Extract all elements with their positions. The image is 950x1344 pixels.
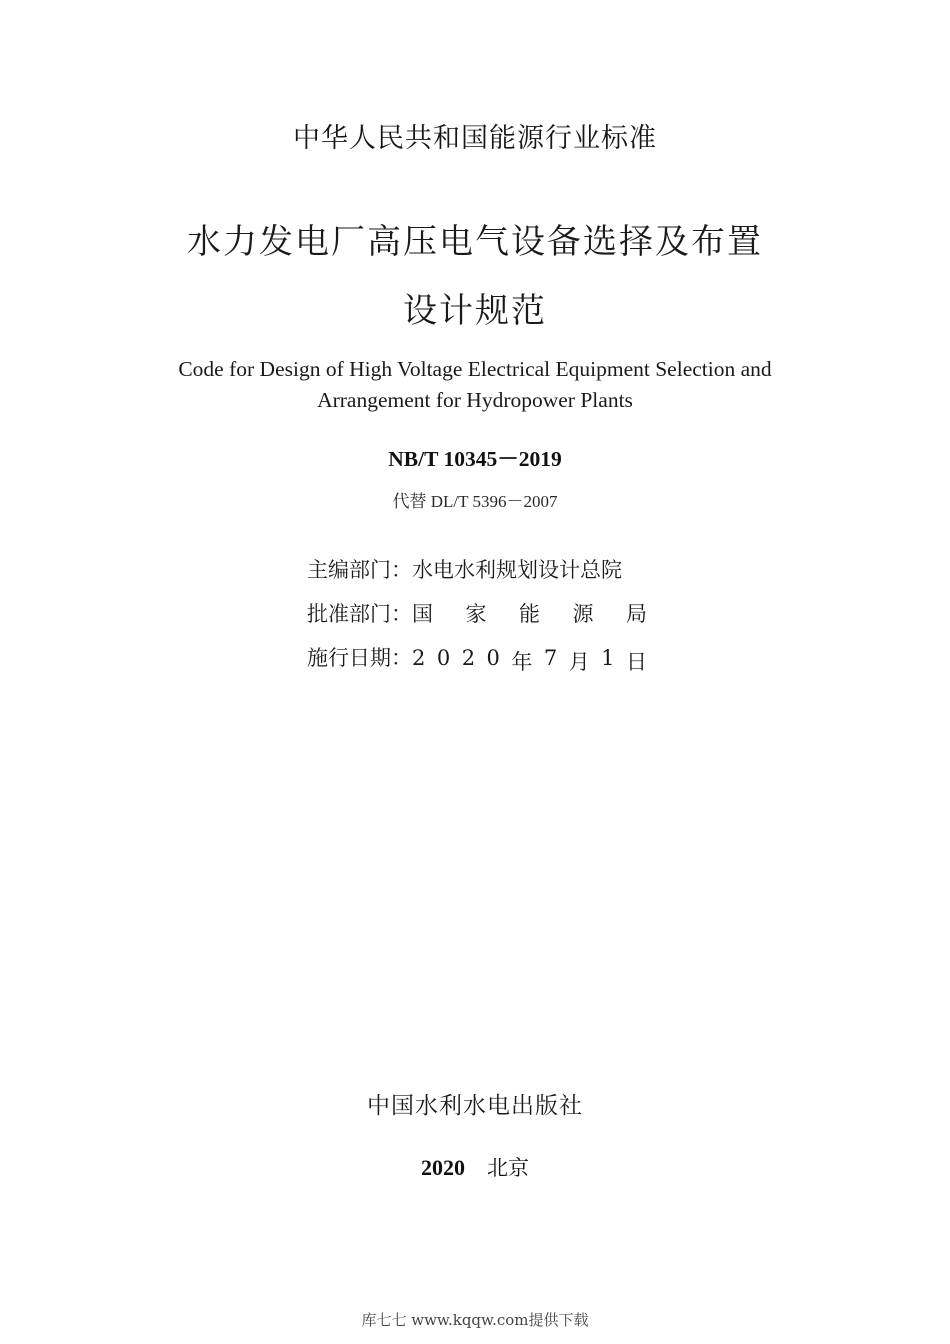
approver-char: 能: [519, 602, 540, 626]
english-title-line-2: Arrangement for Hydropower Plants: [317, 388, 633, 412]
approver-char: 国: [412, 602, 433, 626]
effective-date-row: [307, 642, 647, 686]
date-char: 2: [461, 646, 476, 670]
publisher-name: 中国水利水电出版社: [367, 1093, 583, 1119]
date-char: 0: [486, 646, 500, 670]
english-title-line-1: Code for Design of High Voltage Electrical Equipment Selection and: [178, 357, 772, 381]
effective-date-label: 施行日期：: [307, 646, 412, 670]
publication-city: 北京: [487, 1156, 529, 1180]
approver-char: 局: [626, 602, 647, 626]
approver-row: [307, 598, 647, 642]
date-char: 7: [543, 646, 558, 670]
download-watermark: 库七七 www.kqqw.com提供下载: [361, 1311, 589, 1329]
approver-char: 家: [465, 602, 487, 626]
date-char: 1: [601, 646, 615, 670]
standard-number: NB/T 10345－2019: [388, 447, 562, 471]
editor-label: 主编部门：: [307, 558, 412, 582]
date-char: 0: [436, 646, 451, 670]
publication-info: [0, 1152, 950, 1182]
date-char: 日: [626, 650, 647, 674]
english-title: [0, 354, 950, 416]
approver-char: 源: [572, 602, 594, 626]
replaces-standard: 代替 DL/T 5396－2007: [392, 492, 558, 511]
date-char: 2: [412, 646, 426, 670]
document-title-line-2: 设计规范: [403, 291, 547, 331]
date-char: 月: [568, 650, 590, 674]
effective-date-value: [412, 646, 647, 676]
publication-year: 2020: [421, 1155, 465, 1180]
document-title-line-1: 水力发电厂高压电气设备选择及布置: [187, 222, 763, 262]
approver-value: [412, 598, 647, 628]
date-char: 年: [511, 650, 533, 674]
editor-value: 水电水利规划设计总院: [412, 558, 622, 582]
standard-org-title: 中华人民共和国能源行业标准: [293, 123, 657, 154]
metadata-block: [307, 554, 647, 686]
approver-label: 批准部门：: [307, 602, 412, 626]
editor-row: [307, 554, 647, 598]
